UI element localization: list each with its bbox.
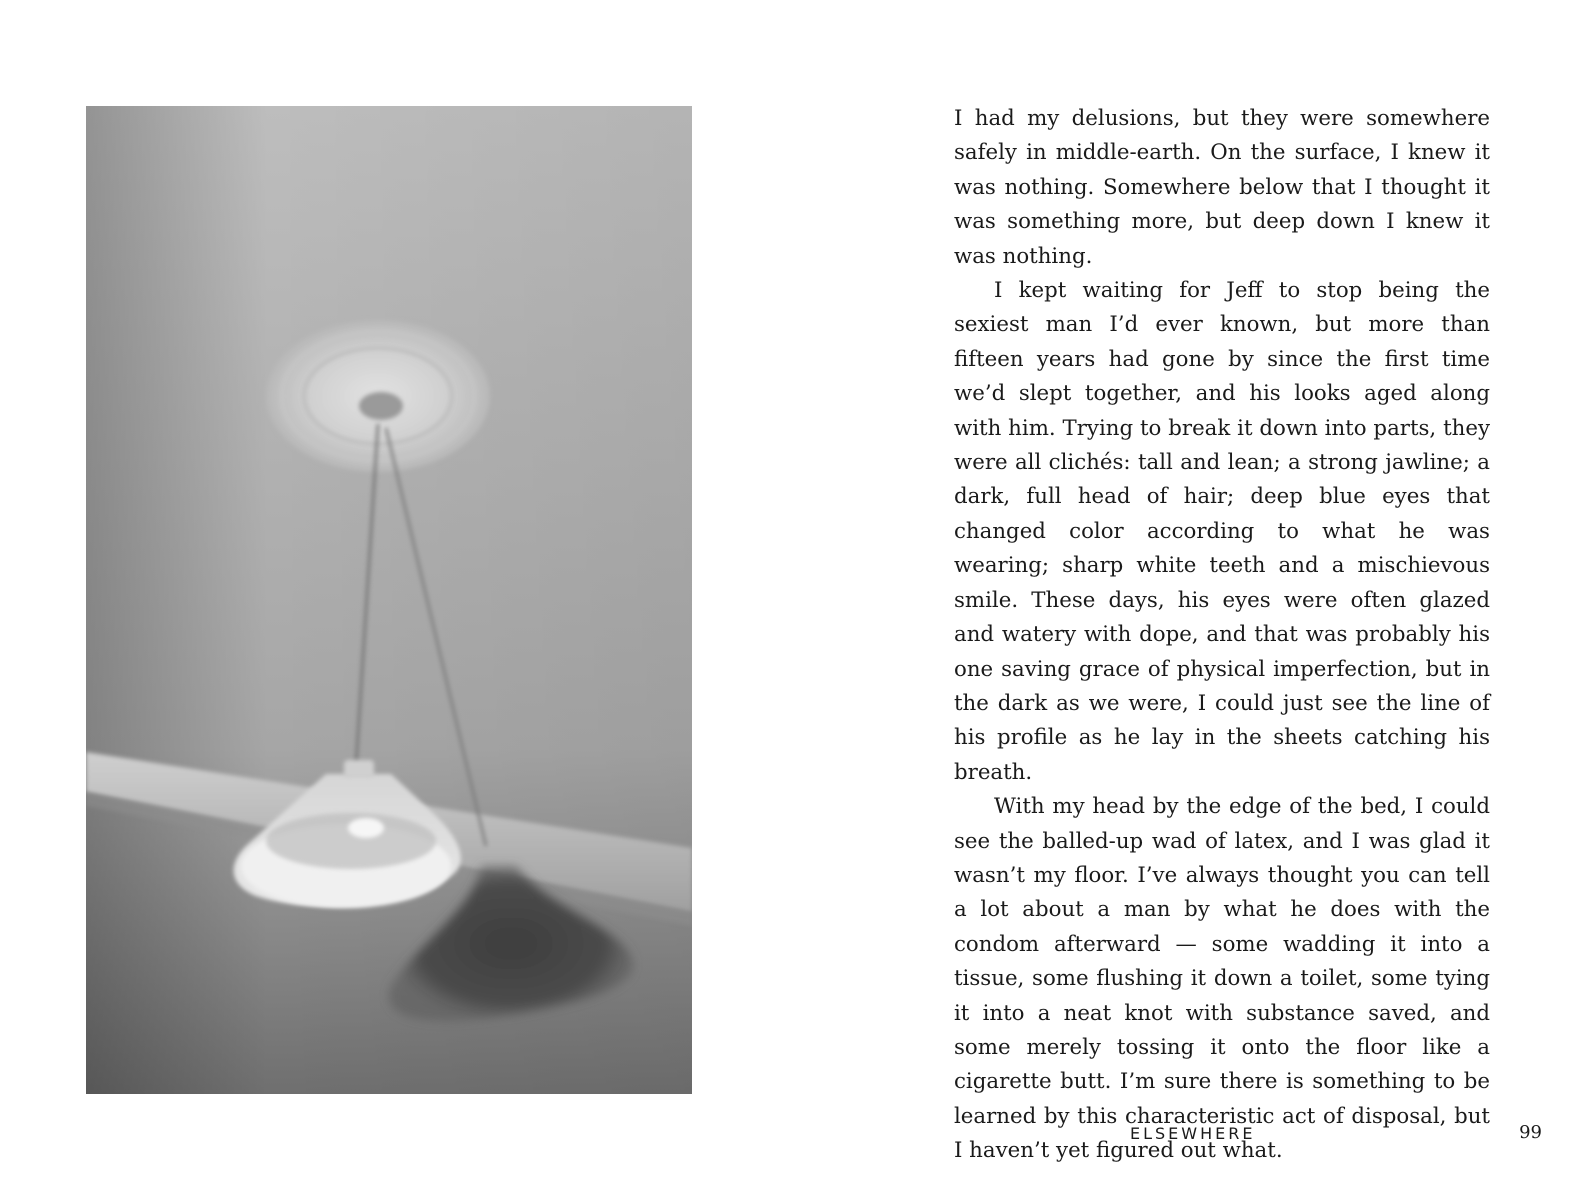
ceiling-lamp-photo bbox=[86, 106, 692, 1094]
body-text bbox=[954, 102, 1490, 1169]
running-title: ELSEWHERE bbox=[1130, 1124, 1256, 1143]
page-number: 99 bbox=[1519, 1122, 1542, 1143]
paragraph-2: I kept waiting for Jeff to stop being the sexiest man I’d ever known, but more than fifteen years had gone by since the first time we’d slept together, and his looks aged along with him. Trying to break it down into parts, they were all clichés: tall and lean; a strong jawline; a dark, full head of hair; deep blue eyes that changed color according to what he was wearing; sharp white teeth and a mischievous smile. These days, his eyes were often glazed and watery with dope, and that was probably his one saving grace of physical imperfection, but in the dark as we were, I could just see the line of his profile as he lay in the sheets catching his breath. bbox=[954, 278, 1490, 785]
photo-illustration bbox=[86, 106, 692, 1094]
paragraph-1: I had my delusions, but they were somewhere safely in middle-earth. On the surface, I knew it was nothing. Somewhere below that I thought it was something more, but deep down I knew it was nothing. bbox=[954, 106, 1490, 269]
paragraph-3: With my head by the edge of the bed, I could see the balled-up wad of latex, and I was glad it wasn’t my floor. I’ve always thought you can tell a lot about a man by what he does with the condom afterward — some wadding it into a tissue, some flushing it down a toilet, some tying it into a neat knot with substance saved, and some merely tossing it onto the floor like a cigarette butt. I’m sure there is something to be learned by this characteristic act of disposal, but I haven’t yet figured out what. bbox=[954, 794, 1490, 1164]
